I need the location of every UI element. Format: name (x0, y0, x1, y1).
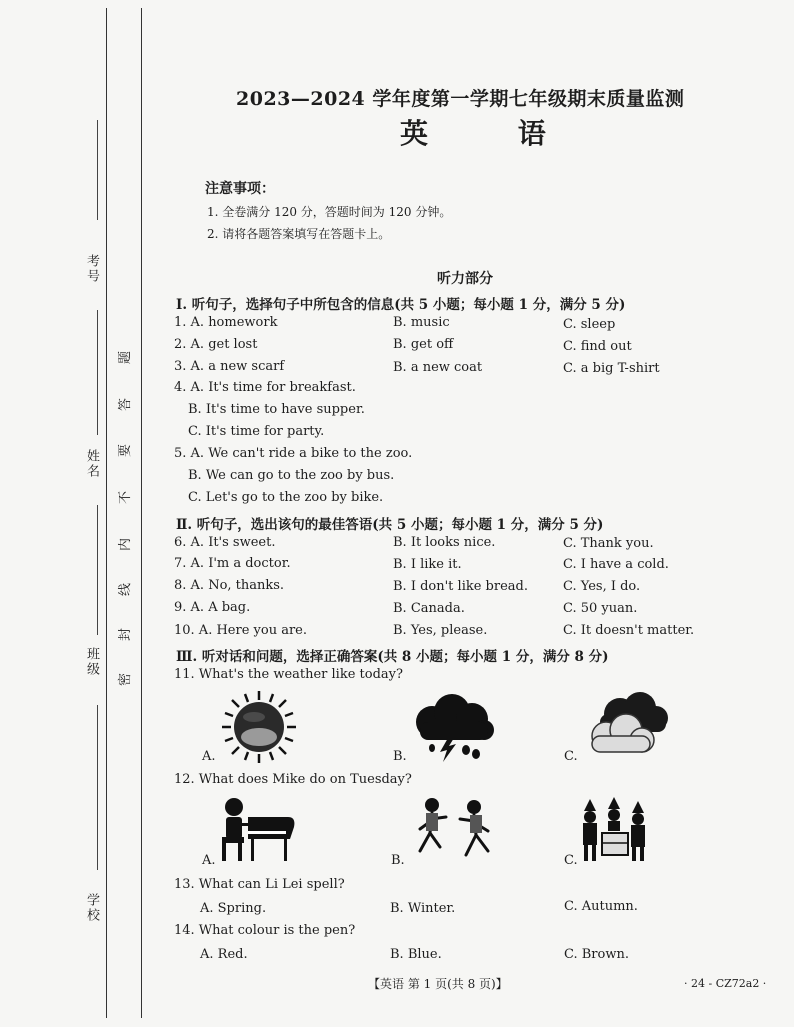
q2-option-a: 2. A. get lost (174, 337, 258, 352)
seal-char: 密 (118, 672, 134, 687)
exam-title: 2023—2024 学年度第一学期七年级期末质量监测 (236, 88, 685, 110)
q1-option-c: C. sleep (563, 317, 616, 332)
sun-icon (218, 690, 300, 764)
q12-label-c: C. (564, 853, 578, 868)
q4-option-a: 4. A. It's time for breakfast. (174, 380, 356, 395)
notice-item: 2. 请将各题答案填写在答题卡上。 (207, 227, 391, 241)
kids-running-icon (408, 795, 500, 865)
name-blank (97, 310, 98, 435)
q14-option-b: B. Blue. (390, 947, 442, 962)
q13-option-b: B. Winter. (390, 901, 456, 916)
q10-option-b: B. Yes, please. (393, 623, 488, 638)
cloudy-icon (580, 690, 672, 762)
seal-char: 答 (118, 397, 134, 412)
q6-option-a: 6. A. It's sweet. (174, 535, 276, 550)
q12-label-b: B. (391, 853, 405, 868)
q9-option-c: C. 50 yuan. (563, 601, 638, 616)
q7-option-b: B. I like it. (393, 557, 462, 572)
section-3-title: Ⅲ. 听对话和问题，选择正确答案(共 8 小题；每小题 1 分，满分 8 分) (176, 649, 609, 665)
notice-heading: 注意事项： (205, 181, 275, 197)
section-2-title: Ⅱ. 听句子，选出该句的最佳答语(共 5 小题；每小题 1 分，满分 5 分) (176, 517, 604, 533)
page-footer: 【英语 第 1 页(共 8 页)】 (368, 977, 508, 991)
q11-label-a: A. (202, 749, 216, 764)
q12-label-a: A. (202, 853, 216, 868)
margin-line-outer (106, 8, 107, 1018)
q14-question: 14. What colour is the pen? (174, 923, 356, 938)
q4-option-c: C. It's time for party. (188, 424, 325, 439)
q13-option-a: A. Spring. (200, 901, 267, 916)
q8-option-c: C. Yes, I do. (563, 579, 641, 594)
birthday-party-icon (580, 795, 650, 865)
q11-label-c: C. (564, 749, 578, 764)
notice-item: 1. 全卷满分 120 分，答题时间为 120 分钟。 (207, 205, 452, 219)
q11-label-b: B. (393, 749, 407, 764)
q5-option-b: B. We can go to the zoo by bus. (188, 468, 395, 483)
seal-char: 内 (118, 537, 134, 552)
seal-char: 封 (118, 627, 134, 642)
section-1-title: Ⅰ. 听句子，选择句子中所包含的信息(共 5 小题；每小题 1 分，满分 5 分) (176, 297, 626, 313)
seal-char: 题 (118, 350, 134, 365)
paper-code: · 24 - CZ72a2 · (684, 977, 767, 990)
thunderstorm-cloud-icon (410, 692, 496, 762)
q14-option-c: C. Brown. (564, 947, 629, 962)
class-blank (97, 505, 98, 635)
q4-option-b: B. It's time to have supper. (188, 402, 365, 417)
name-label: 姓名 (84, 449, 99, 479)
seal-char: 线 (118, 582, 134, 597)
q9-option-b: B. Canada. (393, 601, 465, 616)
q1-option-b: B. music (393, 315, 450, 330)
exam-no-blank (97, 120, 98, 220)
school-label: 学校 (84, 893, 99, 923)
q1-option-a: 1. A. homework (174, 315, 278, 330)
class-label: 班级 (84, 647, 99, 677)
q2-option-b: B. get off (393, 337, 454, 352)
q10-option-c: C. It doesn't matter. (563, 623, 695, 638)
seal-char: 要 (118, 443, 134, 458)
piano-player-icon (218, 795, 296, 865)
q7-option-c: C. I have a cold. (563, 557, 669, 572)
q9-option-a: 9. A. A bag. (174, 600, 251, 615)
q13-option-c: C. Autumn. (564, 899, 638, 914)
exam-no-label: 考号 (84, 254, 99, 284)
q3-option-b: B. a new coat (393, 360, 483, 375)
q7-option-a: 7. A. I'm a doctor. (174, 556, 291, 571)
seal-char: 不 (118, 490, 134, 505)
q5-option-a: 5. A. We can't ride a bike to the zoo. (174, 446, 413, 461)
q8-option-b: B. I don't like bread. (393, 579, 528, 594)
q12-question: 12. What does Mike do on Tuesday? (174, 772, 412, 787)
q13-question: 13. What can Li Lei spell? (174, 877, 345, 892)
q11-question: 11. What's the weather like today? (174, 667, 403, 682)
margin-line-inner (141, 8, 142, 1018)
q6-option-c: C. Thank you. (563, 536, 654, 551)
q3-option-a: 3. A. a new scarf (174, 359, 285, 374)
subject-title: 英 语 (400, 117, 586, 150)
q2-option-c: C. find out (563, 339, 632, 354)
q8-option-a: 8. A. No, thanks. (174, 578, 285, 593)
listening-part-title: 听力部分 (437, 271, 493, 287)
q6-option-b: B. It looks nice. (393, 535, 496, 550)
q10-option-a: 10. A. Here you are. (174, 623, 307, 638)
q14-option-a: A. Red. (200, 947, 248, 962)
q3-option-c: C. a big T-shirt (563, 361, 660, 376)
school-blank (97, 705, 98, 870)
q5-option-c: C. Let's go to the zoo by bike. (188, 490, 384, 505)
